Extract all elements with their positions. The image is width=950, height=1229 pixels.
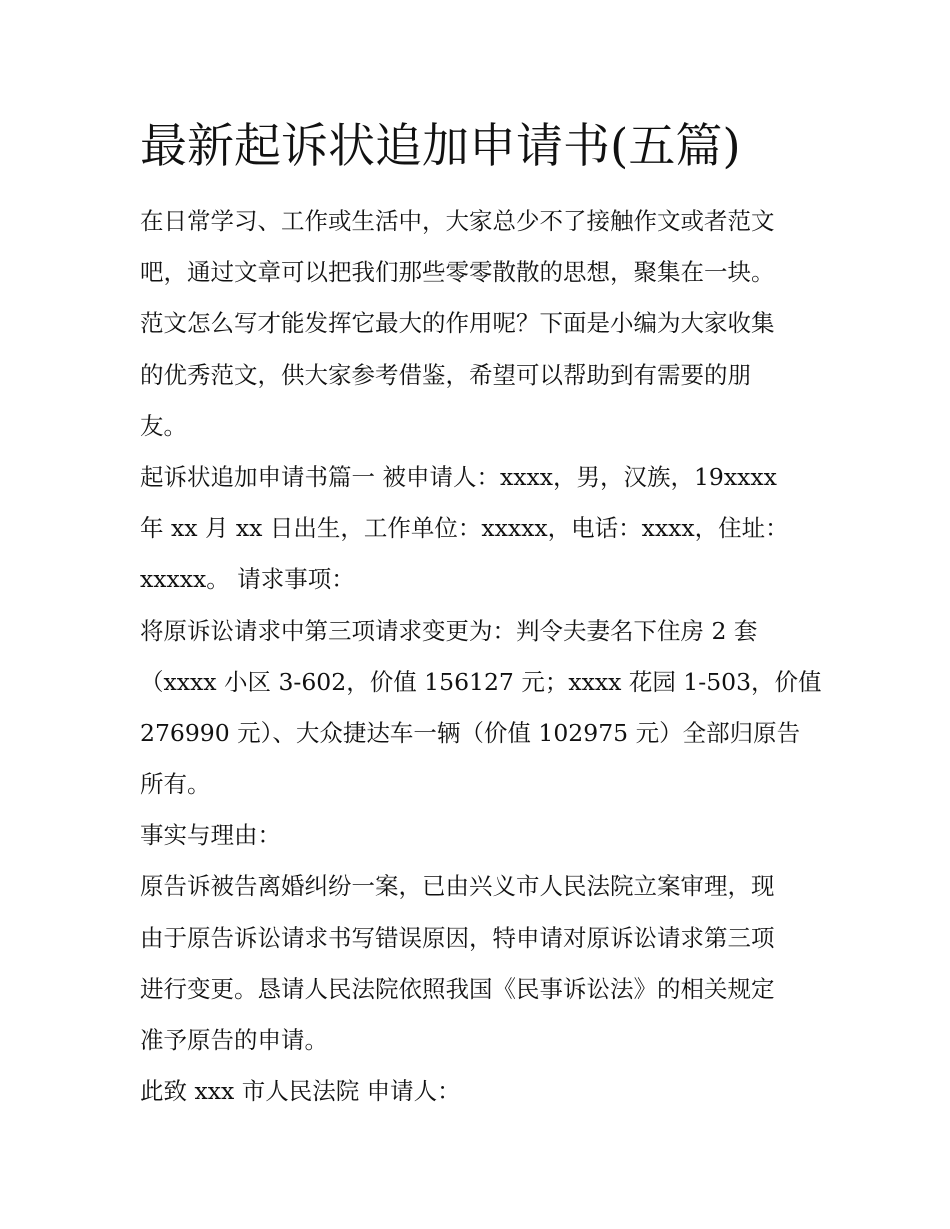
respondent-paragraph [140,452,818,606]
text-line: 进行变更。恳请人民法院依照我国《民事诉讼法》的相关规定 [140,974,775,1003]
intro-paragraph [140,196,818,452]
text-line: 准予原告的申请。 [140,1026,328,1054]
closing-paragraph [140,1066,818,1117]
text-line: 原告诉被告离婚纠纷一案，已由兴义市人民法院立案审理，现 [140,872,775,901]
facts-heading [140,810,818,861]
text-line: xxxxx。 请求事项： [140,565,355,594]
document-title: 最新起诉状追加申请书(五篇) [140,119,741,174]
text-line: 范文怎么写才能发挥它最大的作用呢？下面是小编为大家收集 [140,309,775,338]
document-body [140,196,822,1117]
text-line: 此致 xxx 市人民法院 申请人： [140,1077,461,1106]
text-line: 友。 [140,411,187,440]
text-line: 由于原告诉讼请求书写错误原因，特申请对原诉讼请求第三项 [140,923,775,952]
request-paragraph [140,606,822,811]
text-line: 吧，通过文章可以把我们那些零零散散的思想，聚集在一块。 [140,258,775,287]
text-line: 事实与理由： [140,821,281,850]
text-line: 在日常学习、工作或生活中，大家总少不了接触作文或者范文 [140,207,775,235]
text-line: 的优秀范文，供大家参考借鉴，希望可以帮助到有需要的朋 [140,360,751,389]
reasons-paragraph [140,861,818,1066]
text-line: 所有。 [140,770,211,799]
text-line: 276990 元）、大众捷达车一辆（价值 102975 元）全部归原告 [140,718,801,747]
text-line: 将原诉讼请求中第三项请求变更为：判令夫妻名下住房 2 套 [140,616,758,645]
text-line: 年 xx 月 xx 日出生，工作单位：xxxxx，电话：xxxx，住址： [140,514,789,543]
text-line: （xxxx 小区 3-602，价值 156127 元；xxxx 花园 1-503，价值 [140,667,822,696]
text-line: 起诉状追加申请书篇一 被申请人：xxxx，男，汉族，19xxxx [140,462,777,491]
